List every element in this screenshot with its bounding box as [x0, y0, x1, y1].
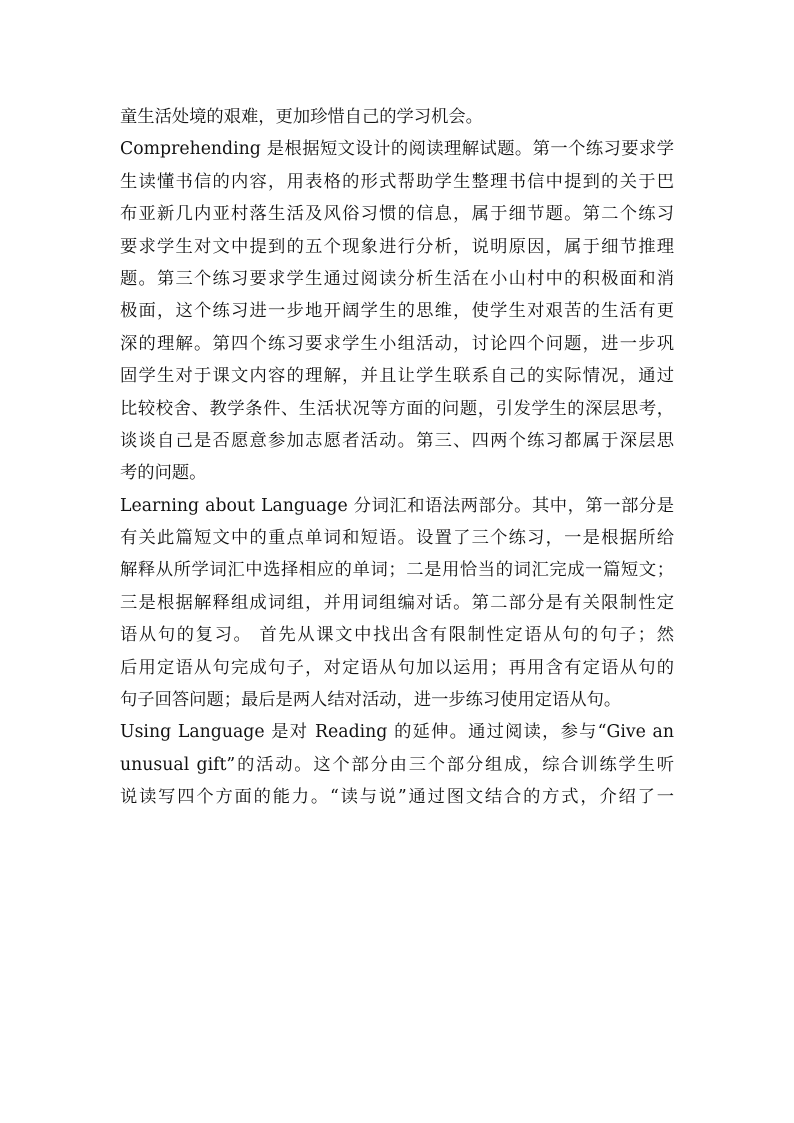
text-line: 有关此篇短文中的重点单词和短语。设置了三个练习，一是根据所给: [120, 528, 674, 549]
text-line: 解释从所学词汇中选择相应的单词；二是用恰当的词汇完成一篇短文；: [120, 560, 674, 581]
text-line: Learning about Language 分词汇和语法两部分。其中，第一部分是: [120, 495, 674, 516]
text-line: 极面，这个练习进一步地开阔学生的思维，使学生对艰苦的生活有更: [120, 301, 674, 322]
text-line: 固学生对于课文内容的理解，并且让学生联系自己的实际情况，通过: [120, 366, 674, 387]
document-body: [120, 101, 674, 814]
text-line: 要求学生对文中提到的五个现象进行分析，说明原因，属于细节推理: [120, 236, 674, 257]
text-line: 说读写四个方面的能力。“读与说”通过图文结合的方式，介绍了一: [120, 787, 674, 808]
text-line: 谈谈自己是否愿意参加志愿者活动。第三、四两个练习都属于深层思: [120, 430, 674, 451]
text-line: 语从句的复习。 首先从课文中找出含有限制性定语从句的句子；然: [120, 625, 674, 646]
text-line: Using Language 是对 Reading 的延伸。通过阅读，参与“Give an: [120, 722, 674, 743]
text-line: Comprehending 是根据短文设计的阅读理解试题。第一个练习要求学: [120, 139, 674, 160]
text-line: unusual gift”的活动。这个部分由三个部分组成，综合训练学生听: [120, 754, 674, 775]
text-line: 三是根据解释组成词组，并用词组编对话。第二部分是有关限制性定: [120, 592, 674, 613]
text-line: 布亚新几内亚村落生活及风俗习惯的信息，属于细节题。第二个练习: [120, 204, 674, 225]
text-line: 后用定语从句完成句子，对定语从句加以运用；再用含有定语从句的: [120, 657, 674, 678]
text-line: 句子回答问题；最后是两人结对活动，进一步练习使用定语从句。: [120, 690, 622, 711]
text-line: 生读懂书信的内容，用表格的形式帮助学生整理书信中提到的关于巴: [120, 171, 674, 192]
text-line: 比较校舍、教学条件、生活状况等方面的问题，引发学生的深层思考，: [120, 398, 674, 419]
text-line: 考的问题。: [120, 463, 207, 484]
text-line: 童生活处境的艰难，更加珍惜自己的学习机会。: [120, 107, 483, 127]
text-line: 题。第三个练习要求学生通过阅读分析生活在小山村中的积极面和消: [120, 268, 674, 289]
text-line: 深的理解。第四个练习要求学生小组活动，讨论四个问题，进一步巩: [120, 333, 674, 354]
